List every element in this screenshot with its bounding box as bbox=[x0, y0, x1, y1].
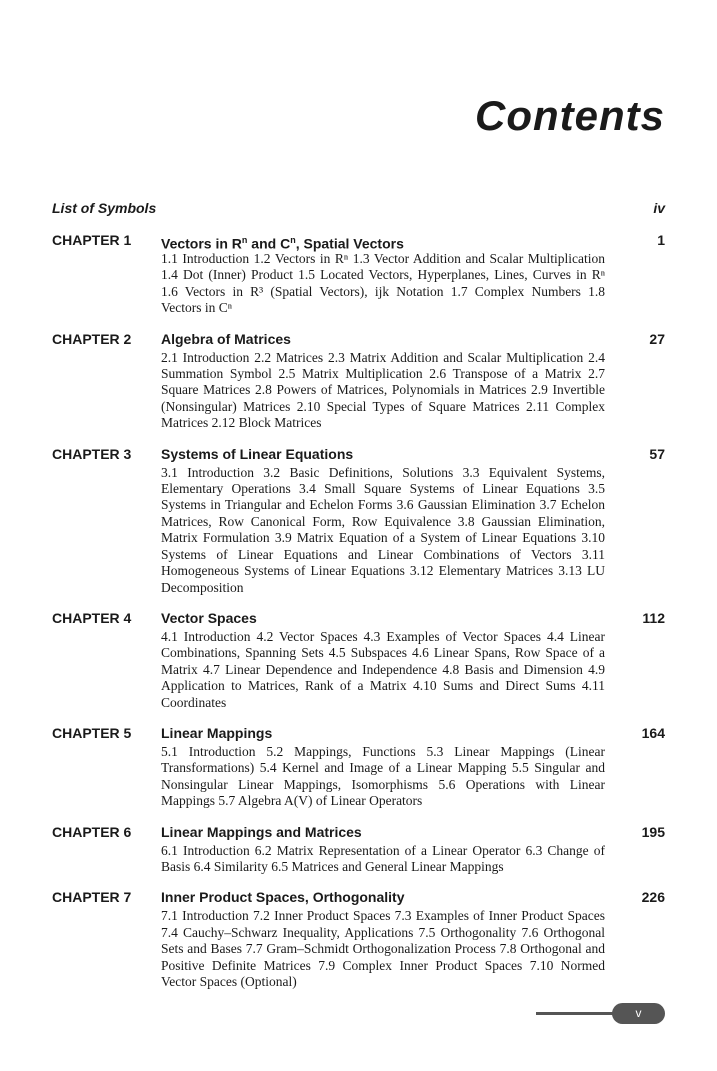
chapter-page-number: 57 bbox=[649, 445, 665, 462]
chapter-sections: 2.1 Introduction 2.2 Matrices 2.3 Matrix Addition and Scalar Multiplication 2.4 Summation Symbol 2.5 Matrix Multiplication 2.6 Transpose of a Matrix 2.7 Square Matrices 2.8 Powers of Matrices, Polynomials in Matrices 2.9 Invertible (Nonsingular) Matrices 2.10 Special Types of Square Matrices 2.11 Complex Matrices 2.12 Block Matrices bbox=[161, 349, 605, 431]
chapter-entry[interactable] bbox=[52, 446, 665, 596]
chapter-sections: 3.1 Introduction 3.2 Basic Definitions, Solutions 3.3 Equivalent Systems, Elementary Operations 3.4 Small Square Systems of Linear Equations 3.5 Systems in Triangular and Echelon Forms 3.6 Gaussian Elimination 3.7 Echelon Matrices, Row Canonical Form, Row Equivalence 3.8 Gaussian Elimination, Matrix Formulation 3.9 Matrix Equation of a System of Linear Equations 3.10 Systems of Linear Equations and Linear Combinations of Vectors 3.11 Homogeneous Systems of Linear Equations 3.12 Elementary Matrices 3.13 LU Decomposition bbox=[161, 464, 605, 595]
chapter-title[interactable]: Linear Mappings bbox=[161, 724, 273, 741]
chapter-page-number: 195 bbox=[641, 823, 665, 840]
chapter-title[interactable]: Systems of Linear Equations bbox=[161, 445, 354, 462]
chapter-label: CHAPTER 5 bbox=[52, 724, 132, 741]
chapter-entry[interactable] bbox=[52, 725, 665, 810]
page-title: Contents bbox=[475, 92, 665, 139]
chapter-title[interactable]: Vector Spaces bbox=[161, 609, 257, 626]
chapter-page-number: 1 bbox=[657, 232, 665, 248]
chapter-label: CHAPTER 6 bbox=[52, 823, 132, 840]
chapter-title[interactable]: Linear Mappings and Matrices bbox=[161, 823, 362, 840]
chapter-page-number: 164 bbox=[641, 724, 665, 741]
chapter-sections: 7.1 Introduction 7.2 Inner Product Spaces 7.3 Examples of Inner Product Spaces 7.4 Cauchy–Schwarz Inequality, Applications 7.5 Orthogonality 7.6 Orthogonal Sets and Bases 7.7 Gram–Schmidt Orthogonalization Process 7.8 Orthogonal and Positive Definite Matrices 7.9 Complex Inner Product Spaces 7.10 Normed Vector Spaces (Optional) bbox=[161, 908, 605, 989]
chapter-label: CHAPTER 4 bbox=[52, 609, 132, 626]
chapter-page-number: 112 bbox=[642, 609, 665, 626]
chapter-sections: 6.1 Introduction 6.2 Matrix Representation of a Linear Operator 6.3 Change of Basis 6.4 Similarity 6.5 Matrices and General Linear Mappings bbox=[161, 842, 605, 874]
chapter-title[interactable]: Algebra of Matrices bbox=[161, 330, 291, 347]
chapter-title[interactable]: Vectors in $R^n$ and $C^n$, Spatial Vectors bbox=[161, 235, 404, 252]
chapter-title[interactable]: Inner Product Spaces, Orthogonality bbox=[161, 889, 405, 906]
chapter-label: CHAPTER 1 bbox=[52, 232, 132, 248]
chapter-list bbox=[52, 232, 665, 1004]
chapter-entry[interactable] bbox=[52, 889, 665, 990]
chapter-label: CHAPTER 3 bbox=[52, 445, 132, 462]
chapter-sections: 4.1 Introduction 4.2 Vector Spaces 4.3 Examples of Vector Spaces 4.4 Linear Combinations, Spanning Sets 4.5 Subspaces 4.6 Linear Spans, Row Space of a Matrix 4.7 Linear Dependence and Independence 4.8 Basis and Dimension 4.9 Application to Matrices, Rank of a Matrix 4.10 Sums and Direct Sums 4.11 Coordinates bbox=[161, 628, 605, 710]
toc-entry-list-of-symbols[interactable] bbox=[52, 200, 665, 220]
chapter-label: CHAPTER 2 bbox=[52, 330, 132, 347]
chapter-entry[interactable] bbox=[52, 232, 665, 317]
chapter-page-number: 226 bbox=[641, 889, 665, 906]
chapter-sections: 5.1 Introduction 5.2 Mappings, Functions 5.3 Linear Mappings (Linear Transformations) 5.4 Kernel and Image of a Linear Mapping 5.5 Singular and Nonsingular Linear Mappings, Isomorphisms 5.6 Operations with Linear Mappings 5.7 Algebra A(V) of Linear Operators bbox=[161, 743, 605, 809]
list-of-symbols-label: List of Symbols bbox=[52, 200, 157, 216]
list-of-symbols-page: iv bbox=[653, 200, 665, 216]
footer-rule bbox=[536, 1012, 616, 1015]
chapter-sections: 1.1 Introduction 1.2 Vectors in Rⁿ 1.3 Vector Addition and Scalar Multiplication 1.4 Dot (Inner) Product 1.5 Located Vectors, Hyperplanes, Lines, Curves in Rⁿ 1.6 Vectors in R³ (Spatial Vectors), ijk Notation 1.7 Complex Numbers 1.8 Vectors in Cⁿ bbox=[161, 251, 605, 316]
chapter-label: CHAPTER 7 bbox=[52, 889, 132, 906]
chapter-entry[interactable] bbox=[52, 331, 665, 432]
page-number-badge: v bbox=[612, 1003, 665, 1024]
chapter-page-number: 27 bbox=[649, 330, 665, 347]
chapter-entry[interactable] bbox=[52, 824, 665, 876]
chapter-entry[interactable] bbox=[52, 610, 665, 711]
